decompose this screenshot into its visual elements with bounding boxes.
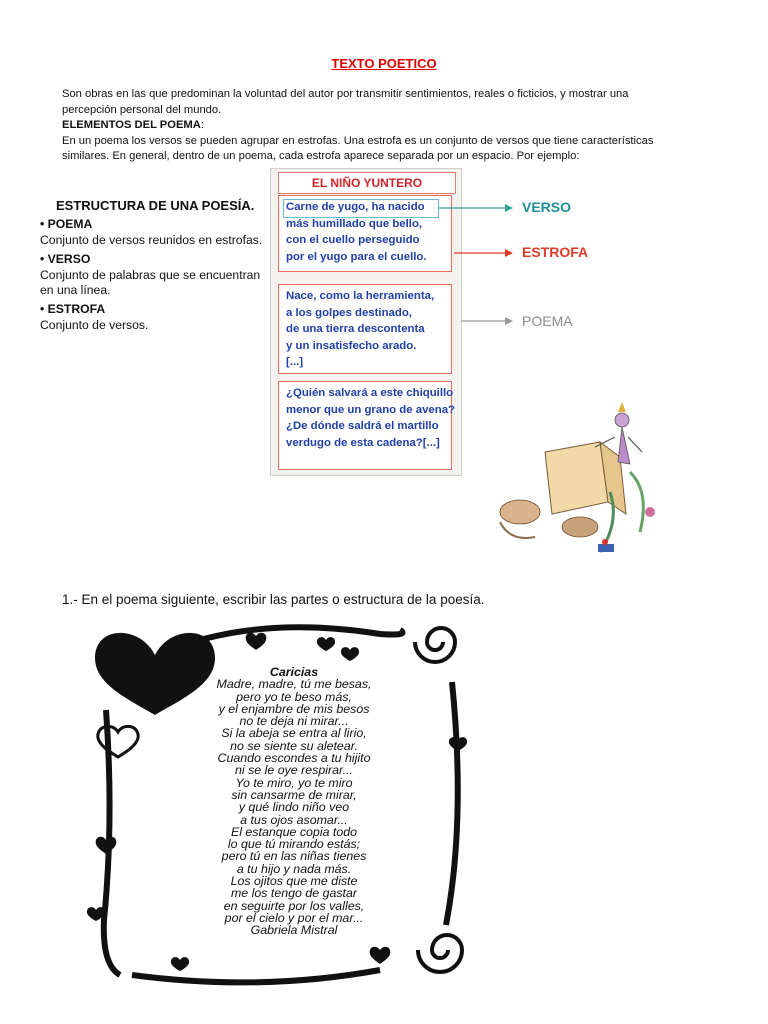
framed-poem-line-16: a tu hijo y nada más. <box>236 861 352 876</box>
framed-poem-title: Caricias <box>269 665 319 679</box>
framed-poem-line-6: no se siente su aletear. <box>230 738 358 753</box>
stanza-3-line-4: verdugo de esta cadena?[...] <box>286 436 440 449</box>
elements-heading-colon: : <box>200 119 204 132</box>
exercise-question: 1.- En el poema siguiente, escribir las partes o estructura de la poesía. <box>62 592 485 607</box>
elements-heading: ELEMENTOS DEL POEMA <box>62 119 201 132</box>
stanza-3-line-3: ¿De dónde saldrá el martillo <box>286 420 439 432</box>
verso-arrow <box>438 204 513 212</box>
label-poema: POEMA <box>522 313 573 329</box>
stanza-1-line-2: más humillado que bello, <box>286 217 423 230</box>
framed-poem-line-19: en seguirte por los valles, <box>223 898 365 913</box>
label-verso: VERSO <box>522 199 572 215</box>
estrofa-arrow <box>454 249 513 257</box>
outline-heart-icon <box>98 726 138 757</box>
structure-heading: ESTRUCTURA DE UNA POESÍA. <box>56 198 255 213</box>
framed-poem-line-18: me los tengo de gastar <box>230 886 358 901</box>
stanza-2-line-3: de una tierra descontenta <box>286 323 425 335</box>
stanza-1-line-4: por el yugo para el cuello. <box>286 250 427 263</box>
stanza-3-line-2: menor que un grano de avena? <box>286 403 455 416</box>
framed-poem-line-8: ni se le oye respirar... <box>235 763 353 778</box>
framed-poem-line-12: a tus ojos asomar... <box>240 812 348 827</box>
term-poema: • POEMA <box>40 217 93 231</box>
stanza-2-line-5: [...] <box>286 356 304 368</box>
framed-poem-line-13: El estanque copia todo <box>230 824 358 839</box>
document-title: TEXTO POETICO <box>331 56 437 71</box>
framed-poem-line-15: pero tú en las niñas tienes <box>221 849 367 864</box>
framed-poem-line-1: Madre, madre, tú me besas, <box>216 677 372 692</box>
toys-illustration <box>490 402 660 570</box>
framed-poem-line-4: no te deja ni mirar... <box>239 714 349 729</box>
definition-estrofa: Conjunto de versos. <box>40 318 149 332</box>
stanza-2-line-4: y un insatisfecho arado. <box>286 339 417 352</box>
intro-paragraph: Son obras en las que predominan la voluntad del autor por transmitir sentimientos, reales o ficticios, y mostrar una percepción personal del mundo. <box>62 88 629 116</box>
framed-poem-line-2: pero yo te beso más, <box>236 689 352 704</box>
poem-diagram-title: EL NIÑO YUNTERO <box>311 176 423 190</box>
label-estrofa: ESTROFA <box>522 244 589 260</box>
stanza-1-line-3: con el cuello perseguido <box>286 234 420 246</box>
stanza-2-line-1: Nace, como la herramienta, <box>286 290 435 302</box>
framed-poem-line-17: Los ojitos que me diste <box>230 874 358 889</box>
stanza-2-line-2: a los golpes destinado, <box>286 306 412 319</box>
framed-poem-line-5: Si la abeja se entra al lirio, <box>221 726 367 741</box>
framed-poem-line-11: y qué lindo niño veo <box>238 800 350 815</box>
framed-poem-line-7: Cuando escondes a tu hijito <box>217 751 371 766</box>
framed-poem-line-3: y el enjambre de mis besos <box>218 701 370 716</box>
framed-poem-author: Gabriela Mistral <box>250 923 338 938</box>
framed-poem-line-9: Yo te miro, yo te miro <box>235 775 353 790</box>
stanza-paragraph: En un poema los versos se pueden agrupar en estrofas. Una estrofa es un conjunto de versos que tiene características similares. En general, dentro de un poema, cada estrofa aparece separada por un espacio. Por ejemplo: <box>62 134 654 163</box>
framed-poem-line-10: sin cansarme de mirar, <box>231 787 357 802</box>
stanza-1-line-1: Carne de yugo, ha nacido <box>286 201 425 213</box>
definition-verso: Conjunto de palabras que se encuentran en una línea. <box>40 268 261 297</box>
framed-poem-line-20: por el cielo y por el mar... <box>224 910 364 925</box>
term-estrofa: • ESTROFA <box>40 302 106 316</box>
framed-poem <box>150 666 438 937</box>
stanza-3-line-1: ¿Quién salvará a este chiquillo <box>286 387 454 399</box>
term-verso: • VERSO <box>40 252 91 266</box>
poema-arrow <box>461 317 513 325</box>
framed-poem-line-14: lo que tú mirando estás; <box>227 837 361 852</box>
definition-poema: Conjunto de versos reunidos en estrofas. <box>40 233 263 247</box>
